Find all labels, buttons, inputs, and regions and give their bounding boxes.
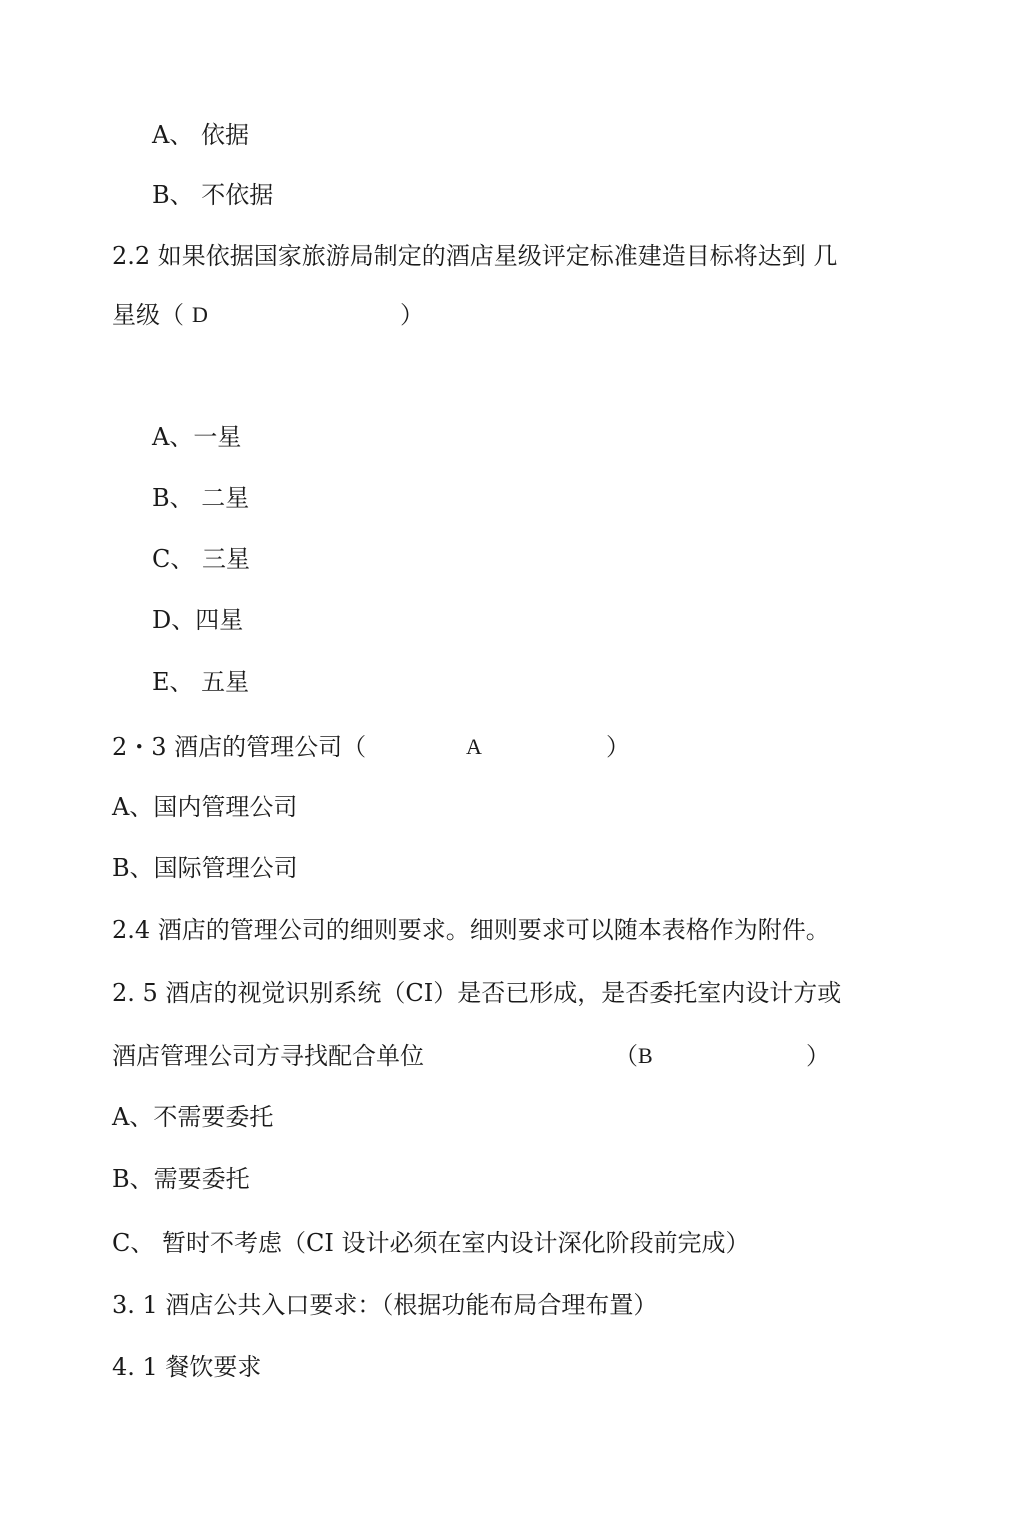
option-b-two-star: B、 二星 xyxy=(152,484,250,512)
option-c-not-considered: C、 暂时不考虑（CI 设计必须在室内设计深化阶段前完成） xyxy=(112,1229,750,1257)
option-a-yiju: A、 依据 xyxy=(152,121,249,149)
option-d-four-star: D、四星 xyxy=(152,606,244,634)
answer-2-5: B xyxy=(638,1043,653,1068)
option-b-commission: B、需要委托 xyxy=(112,1165,250,1193)
option-a-no-commission: A、不需要委托 xyxy=(112,1103,274,1131)
option-a-one-star: A、一星 xyxy=(152,423,242,451)
section-4-1: 4. 1 餐饮要求 xyxy=(112,1353,262,1381)
question-2-2-prefix: 星级（ xyxy=(112,301,184,329)
question-2-3: 2・3 酒店的管理公司（ xyxy=(112,733,367,761)
option-c-three-star: C、 三星 xyxy=(152,545,250,573)
close-paren-2-5: ） xyxy=(806,1042,830,1070)
answer-2-3: A xyxy=(466,734,482,759)
option-b-international: B、国际管理公司 xyxy=(112,854,298,882)
option-a-domestic: A、国内管理公司 xyxy=(112,793,298,821)
question-2-5-line1: 2. 5 酒店的视觉识别系统（CI）是否已形成，是否委托室内设计方或 xyxy=(112,979,842,1007)
question-2-2-line1: 2.2 如果依据国家旅游局制定的酒店星级评定标准建造目标将达到 几 xyxy=(112,242,838,270)
open-paren-2-5: （ xyxy=(614,1042,638,1070)
answer-2-2: D xyxy=(192,302,208,327)
question-2-2-line2 xyxy=(112,299,184,331)
section-3-1: 3. 1 酒店公共入口要求：（根据功能布局合理布置） xyxy=(112,1291,658,1319)
option-b-buyiju: B、 不依据 xyxy=(152,181,274,209)
question-2-5-line2: 酒店管理公司方寻找配合单位 xyxy=(112,1042,424,1070)
close-paren-2-2: ） xyxy=(400,301,424,329)
question-2-4: 2.4 酒店的管理公司的细则要求。细则要求可以随本表格作为附件。 xyxy=(112,916,830,944)
close-paren-2-3: ） xyxy=(606,733,630,761)
option-e-five-star: E、 五星 xyxy=(152,668,250,696)
